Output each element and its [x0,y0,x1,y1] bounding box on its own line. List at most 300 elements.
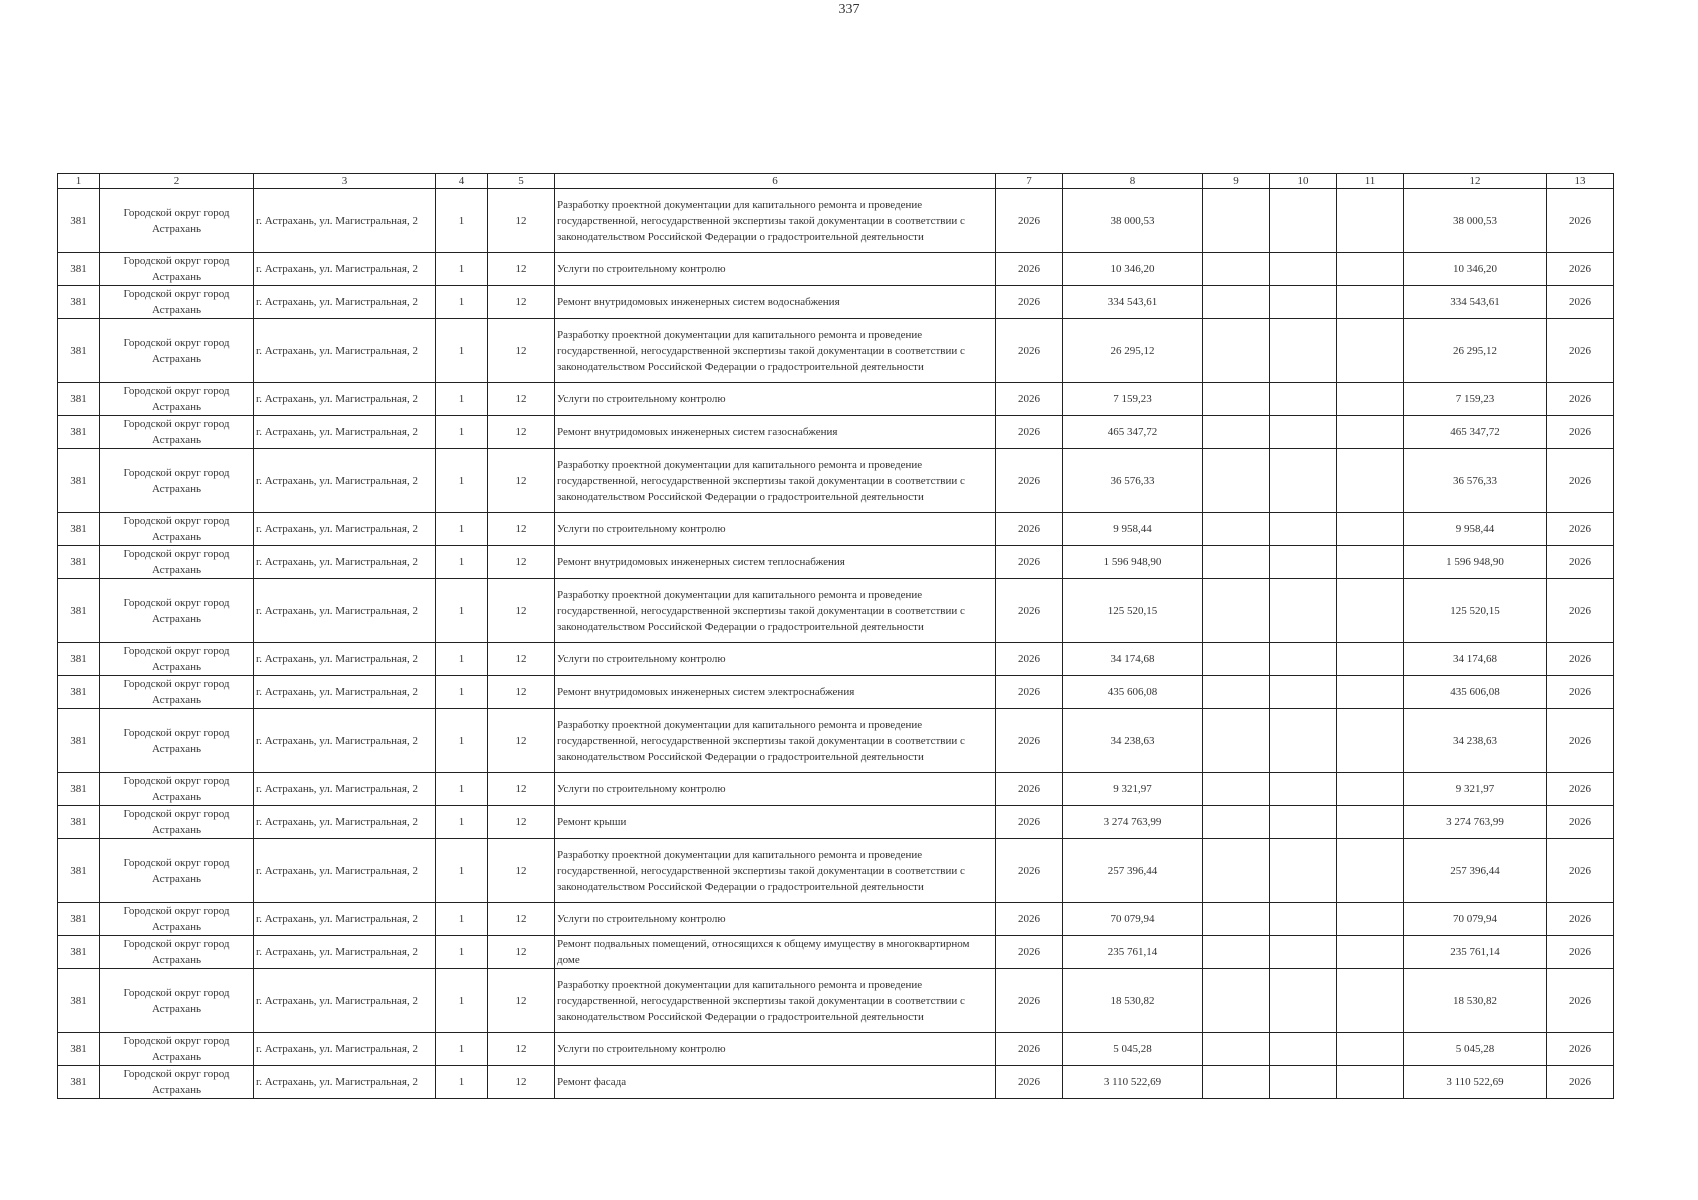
cost-cell: 36 576,33 [1063,449,1203,513]
column-9-cell [1203,546,1270,579]
column-11-cell [1337,319,1404,383]
capital-repair-table [57,173,1614,1099]
column-11-cell [1337,936,1404,969]
cost-cell: 334 543,61 [1063,286,1203,319]
column-11-cell [1337,579,1404,643]
column-11-cell [1337,286,1404,319]
cost-cell: 10 346,20 [1063,253,1203,286]
completion-year-cell: 2026 [1547,449,1614,513]
column-10-cell [1270,253,1337,286]
column-5-cell: 12 [488,676,555,709]
district-cell: Городской округ город Астрахань [100,546,254,579]
column-5-cell: 12 [488,546,555,579]
cost-cell: 5 045,28 [1063,1033,1203,1066]
row-number-cell: 381 [58,1033,100,1066]
address-cell: г. Астрахань, ул. Магистральная, 2 [254,936,436,969]
column-5-cell: 12 [488,513,555,546]
address-cell: г. Астрахань, ул. Магистральная, 2 [254,643,436,676]
cost-cell: 7 159,23 [1063,383,1203,416]
completion-year-cell: 2026 [1547,773,1614,806]
work-type-cell: Ремонт внутридомовых инженерных систем водоснабжения [555,286,996,319]
total-cost-cell: 3 110 522,69 [1404,1066,1547,1099]
district-cell: Городской округ город Астрахань [100,969,254,1033]
column-number-row [58,174,1614,189]
address-cell: г. Астрахань, ул. Магистральная, 2 [254,416,436,449]
row-number-cell: 381 [58,1066,100,1099]
table-row [58,969,1614,1033]
completion-year-cell: 2026 [1547,643,1614,676]
cost-cell: 125 520,15 [1063,579,1203,643]
table-row [58,936,1614,969]
total-cost-cell: 10 346,20 [1404,253,1547,286]
column-10-cell [1270,903,1337,936]
column-header: 10 [1270,174,1337,189]
column-4-cell: 1 [436,416,488,449]
work-type-cell: Ремонт подвальных помещений, относящихся к общему имуществу в многоквартирном доме [555,936,996,969]
completion-year-cell: 2026 [1547,189,1614,253]
completion-year-cell: 2026 [1547,513,1614,546]
column-10-cell [1270,676,1337,709]
column-11-cell [1337,449,1404,513]
row-number-cell: 381 [58,709,100,773]
year-cell: 2026 [996,839,1063,903]
column-5-cell: 12 [488,1066,555,1099]
table-row [58,319,1614,383]
column-header: 1 [58,174,100,189]
column-9-cell [1203,806,1270,839]
district-cell: Городской округ город Астрахань [100,643,254,676]
total-cost-cell: 235 761,14 [1404,936,1547,969]
row-number-cell: 381 [58,903,100,936]
cost-cell: 26 295,12 [1063,319,1203,383]
cost-cell: 18 530,82 [1063,969,1203,1033]
district-cell: Городской округ город Астрахань [100,709,254,773]
cost-cell: 9 321,97 [1063,773,1203,806]
district-cell: Городской округ город Астрахань [100,806,254,839]
column-9-cell [1203,449,1270,513]
cost-cell: 465 347,72 [1063,416,1203,449]
column-10-cell [1270,383,1337,416]
column-10-cell [1270,546,1337,579]
address-cell: г. Астрахань, ул. Магистральная, 2 [254,676,436,709]
column-9-cell [1203,643,1270,676]
column-5-cell: 12 [488,1033,555,1066]
row-number-cell: 381 [58,189,100,253]
column-10-cell [1270,189,1337,253]
table-row [58,806,1614,839]
column-header: 4 [436,174,488,189]
column-10-cell [1270,709,1337,773]
address-cell: г. Астрахань, ул. Магистральная, 2 [254,513,436,546]
year-cell: 2026 [996,936,1063,969]
work-type-cell: Услуги по строительному контролю [555,253,996,286]
column-9-cell [1203,579,1270,643]
district-cell: Городской округ город Астрахань [100,253,254,286]
address-cell: г. Астрахань, ул. Магистральная, 2 [254,319,436,383]
district-cell: Городской округ город Астрахань [100,579,254,643]
column-4-cell: 1 [436,286,488,319]
column-11-cell [1337,1033,1404,1066]
column-4-cell: 1 [436,936,488,969]
address-cell: г. Астрахань, ул. Магистральная, 2 [254,383,436,416]
year-cell: 2026 [996,1066,1063,1099]
column-11-cell [1337,383,1404,416]
district-cell: Городской округ город Астрахань [100,903,254,936]
column-11-cell [1337,903,1404,936]
column-4-cell: 1 [436,969,488,1033]
work-type-cell: Разработку проектной документации для капитального ремонта и проведение государственной, негосударственной экспертизы такой документации в соответствии с законодательством Российской Федерации о градостроительной деятельности [555,189,996,253]
column-4-cell: 1 [436,319,488,383]
row-number-cell: 381 [58,546,100,579]
column-header: 12 [1404,174,1547,189]
column-4-cell: 1 [436,806,488,839]
cost-cell: 435 606,08 [1063,676,1203,709]
column-5-cell: 12 [488,416,555,449]
district-cell: Городской округ город Астрахань [100,936,254,969]
year-cell: 2026 [996,1033,1063,1066]
column-11-cell [1337,513,1404,546]
row-number-cell: 381 [58,579,100,643]
column-11-cell [1337,1066,1404,1099]
row-number-cell: 381 [58,806,100,839]
total-cost-cell: 465 347,72 [1404,416,1547,449]
column-10-cell [1270,513,1337,546]
row-number-cell: 381 [58,676,100,709]
column-10-cell [1270,1066,1337,1099]
column-4-cell: 1 [436,709,488,773]
column-11-cell [1337,969,1404,1033]
column-11-cell [1337,189,1404,253]
address-cell: г. Астрахань, ул. Магистральная, 2 [254,546,436,579]
cost-cell: 70 079,94 [1063,903,1203,936]
column-4-cell: 1 [436,546,488,579]
column-header: 13 [1547,174,1614,189]
year-cell: 2026 [996,253,1063,286]
work-type-cell: Разработку проектной документации для капитального ремонта и проведение государственной, негосударственной экспертизы такой документации в соответствии с законодательством Российской Федерации о градостроительной деятельности [555,969,996,1033]
year-cell: 2026 [996,969,1063,1033]
column-4-cell: 1 [436,643,488,676]
total-cost-cell: 70 079,94 [1404,903,1547,936]
column-4-cell: 1 [436,579,488,643]
completion-year-cell: 2026 [1547,903,1614,936]
district-cell: Городской округ город Астрахань [100,676,254,709]
column-header: 8 [1063,174,1203,189]
work-type-cell: Услуги по строительному контролю [555,903,996,936]
total-cost-cell: 334 543,61 [1404,286,1547,319]
cost-cell: 3 274 763,99 [1063,806,1203,839]
table-row [58,1033,1614,1066]
column-4-cell: 1 [436,1033,488,1066]
column-11-cell [1337,643,1404,676]
row-number-cell: 381 [58,253,100,286]
table-row [58,709,1614,773]
address-cell: г. Астрахань, ул. Магистральная, 2 [254,839,436,903]
year-cell: 2026 [996,189,1063,253]
year-cell: 2026 [996,449,1063,513]
column-10-cell [1270,449,1337,513]
row-number-cell: 381 [58,319,100,383]
address-cell: г. Астрахань, ул. Магистральная, 2 [254,579,436,643]
district-cell: Городской округ город Астрахань [100,286,254,319]
column-10-cell [1270,286,1337,319]
completion-year-cell: 2026 [1547,579,1614,643]
column-5-cell: 12 [488,709,555,773]
column-9-cell [1203,1033,1270,1066]
year-cell: 2026 [996,643,1063,676]
column-5-cell: 12 [488,643,555,676]
total-cost-cell: 1 596 948,90 [1404,546,1547,579]
column-4-cell: 1 [436,773,488,806]
year-cell: 2026 [996,319,1063,383]
column-4-cell: 1 [436,189,488,253]
row-number-cell: 381 [58,416,100,449]
column-4-cell: 1 [436,253,488,286]
table-row [58,189,1614,253]
column-5-cell: 12 [488,936,555,969]
column-11-cell [1337,839,1404,903]
column-9-cell [1203,676,1270,709]
district-cell: Городской округ город Астрахань [100,189,254,253]
completion-year-cell: 2026 [1547,806,1614,839]
completion-year-cell: 2026 [1547,676,1614,709]
row-number-cell: 381 [58,383,100,416]
work-type-cell: Услуги по строительному контролю [555,383,996,416]
cost-cell: 3 110 522,69 [1063,1066,1203,1099]
column-11-cell [1337,253,1404,286]
table-row [58,449,1614,513]
column-5-cell: 12 [488,773,555,806]
address-cell: г. Астрахань, ул. Магистральная, 2 [254,773,436,806]
column-5-cell: 12 [488,189,555,253]
column-5-cell: 12 [488,383,555,416]
column-9-cell [1203,513,1270,546]
page-number: 337 [838,2,860,17]
completion-year-cell: 2026 [1547,709,1614,773]
column-11-cell [1337,773,1404,806]
year-cell: 2026 [996,903,1063,936]
row-number-cell: 381 [58,513,100,546]
column-5-cell: 12 [488,579,555,643]
total-cost-cell: 34 238,63 [1404,709,1547,773]
total-cost-cell: 26 295,12 [1404,319,1547,383]
column-4-cell: 1 [436,903,488,936]
table-row [58,513,1614,546]
total-cost-cell: 435 606,08 [1404,676,1547,709]
district-cell: Городской округ город Астрахань [100,319,254,383]
column-header: 7 [996,174,1063,189]
column-11-cell [1337,806,1404,839]
completion-year-cell: 2026 [1547,319,1614,383]
column-11-cell [1337,416,1404,449]
column-9-cell [1203,773,1270,806]
total-cost-cell: 36 576,33 [1404,449,1547,513]
table-row [58,579,1614,643]
district-cell: Городской округ город Астрахань [100,416,254,449]
completion-year-cell: 2026 [1547,546,1614,579]
column-10-cell [1270,319,1337,383]
column-9-cell [1203,839,1270,903]
column-header: 2 [100,174,254,189]
cost-cell: 1 596 948,90 [1063,546,1203,579]
table-row [58,1066,1614,1099]
column-4-cell: 1 [436,449,488,513]
column-header: 9 [1203,174,1270,189]
row-number-cell: 381 [58,773,100,806]
year-cell: 2026 [996,806,1063,839]
column-9-cell [1203,253,1270,286]
column-5-cell: 12 [488,903,555,936]
district-cell: Городской округ город Астрахань [100,1033,254,1066]
column-9-cell [1203,709,1270,773]
table-row [58,416,1614,449]
column-10-cell [1270,969,1337,1033]
column-4-cell: 1 [436,513,488,546]
work-type-cell: Услуги по строительному контролю [555,643,996,676]
column-9-cell [1203,189,1270,253]
district-cell: Городской округ город Астрахань [100,449,254,513]
district-cell: Городской округ город Астрахань [100,773,254,806]
total-cost-cell: 18 530,82 [1404,969,1547,1033]
column-5-cell: 12 [488,253,555,286]
year-cell: 2026 [996,546,1063,579]
table-body [58,189,1614,1099]
address-cell: г. Астрахань, ул. Магистральная, 2 [254,286,436,319]
column-5-cell: 12 [488,449,555,513]
cost-cell: 34 238,63 [1063,709,1203,773]
column-5-cell: 12 [488,969,555,1033]
work-type-cell: Ремонт внутридомовых инженерных систем теплоснабжения [555,546,996,579]
row-number-cell: 381 [58,936,100,969]
total-cost-cell: 5 045,28 [1404,1033,1547,1066]
table-row [58,383,1614,416]
address-cell: г. Астрахань, ул. Магистральная, 2 [254,709,436,773]
column-header: 11 [1337,174,1404,189]
year-cell: 2026 [996,579,1063,643]
completion-year-cell: 2026 [1547,416,1614,449]
total-cost-cell: 38 000,53 [1404,189,1547,253]
work-type-cell: Разработку проектной документации для капитального ремонта и проведение государственной, негосударственной экспертизы такой документации в соответствии с законодательством Российской Федерации о градостроительной деятельности [555,579,996,643]
district-cell: Городской округ город Астрахань [100,1066,254,1099]
year-cell: 2026 [996,513,1063,546]
completion-year-cell: 2026 [1547,383,1614,416]
row-number-cell: 381 [58,449,100,513]
table-row [58,773,1614,806]
column-4-cell: 1 [436,383,488,416]
column-4-cell: 1 [436,1066,488,1099]
work-type-cell: Услуги по строительному контролю [555,1033,996,1066]
table-row [58,643,1614,676]
column-11-cell [1337,546,1404,579]
column-9-cell [1203,969,1270,1033]
cost-cell: 9 958,44 [1063,513,1203,546]
total-cost-cell: 7 159,23 [1404,383,1547,416]
work-type-cell: Ремонт фасада [555,1066,996,1099]
year-cell: 2026 [996,676,1063,709]
total-cost-cell: 3 274 763,99 [1404,806,1547,839]
column-10-cell [1270,936,1337,969]
work-type-cell: Ремонт внутридомовых инженерных систем электроснабжения [555,676,996,709]
column-9-cell [1203,1066,1270,1099]
table-row [58,546,1614,579]
address-cell: г. Астрахань, ул. Магистральная, 2 [254,1066,436,1099]
cost-cell: 38 000,53 [1063,189,1203,253]
column-10-cell [1270,643,1337,676]
year-cell: 2026 [996,286,1063,319]
district-cell: Городской округ город Астрахань [100,383,254,416]
total-cost-cell: 125 520,15 [1404,579,1547,643]
completion-year-cell: 2026 [1547,839,1614,903]
district-cell: Городской округ город Астрахань [100,513,254,546]
column-10-cell [1270,773,1337,806]
address-cell: г. Астрахань, ул. Магистральная, 2 [254,1033,436,1066]
work-type-cell: Разработку проектной документации для капитального ремонта и проведение государственной, негосударственной экспертизы такой документации в соответствии с законодательством Российской Федерации о градостроительной деятельности [555,709,996,773]
total-cost-cell: 9 321,97 [1404,773,1547,806]
table-row [58,839,1614,903]
column-5-cell: 12 [488,286,555,319]
address-cell: г. Астрахань, ул. Магистральная, 2 [254,806,436,839]
column-4-cell: 1 [436,839,488,903]
completion-year-cell: 2026 [1547,1066,1614,1099]
row-number-cell: 381 [58,839,100,903]
work-type-cell: Ремонт внутридомовых инженерных систем газоснабжения [555,416,996,449]
column-9-cell [1203,416,1270,449]
column-9-cell [1203,903,1270,936]
column-header: 6 [555,174,996,189]
row-number-cell: 381 [58,286,100,319]
year-cell: 2026 [996,416,1063,449]
work-type-cell: Услуги по строительному контролю [555,513,996,546]
column-9-cell [1203,286,1270,319]
cost-cell: 34 174,68 [1063,643,1203,676]
address-cell: г. Астрахань, ул. Магистральная, 2 [254,903,436,936]
work-type-cell: Разработку проектной документации для капитального ремонта и проведение государственной, негосударственной экспертизы такой документации в соответствии с законодательством Российской Федерации о градостроительной деятельности [555,839,996,903]
completion-year-cell: 2026 [1547,936,1614,969]
column-9-cell [1203,383,1270,416]
table-row [58,903,1614,936]
work-type-cell: Ремонт крыши [555,806,996,839]
address-cell: г. Астрахань, ул. Магистральная, 2 [254,189,436,253]
work-type-cell: Разработку проектной документации для капитального ремонта и проведение государственной, негосударственной экспертизы такой документации в соответствии с законодательством Российской Федерации о градостроительной деятельности [555,319,996,383]
column-5-cell: 12 [488,806,555,839]
cost-cell: 235 761,14 [1063,936,1203,969]
table-row [58,286,1614,319]
year-cell: 2026 [996,383,1063,416]
completion-year-cell: 2026 [1547,969,1614,1033]
district-cell: Городской округ город Астрахань [100,839,254,903]
column-11-cell [1337,676,1404,709]
row-number-cell: 381 [58,969,100,1033]
column-header: 5 [488,174,555,189]
column-5-cell: 12 [488,319,555,383]
total-cost-cell: 34 174,68 [1404,643,1547,676]
completion-year-cell: 2026 [1547,1033,1614,1066]
cost-cell: 257 396,44 [1063,839,1203,903]
total-cost-cell: 9 958,44 [1404,513,1547,546]
work-type-cell: Разработку проектной документации для капитального ремонта и проведение государственной, негосударственной экспертизы такой документации в соответствии с законодательством Российской Федерации о градостроительной деятельности [555,449,996,513]
column-5-cell: 12 [488,839,555,903]
completion-year-cell: 2026 [1547,286,1614,319]
column-10-cell [1270,1033,1337,1066]
address-cell: г. Астрахань, ул. Магистральная, 2 [254,449,436,513]
row-number-cell: 381 [58,643,100,676]
year-cell: 2026 [996,773,1063,806]
work-type-cell: Услуги по строительному контролю [555,773,996,806]
table-row [58,676,1614,709]
column-9-cell [1203,936,1270,969]
table-row [58,253,1614,286]
year-cell: 2026 [996,709,1063,773]
completion-year-cell: 2026 [1547,253,1614,286]
